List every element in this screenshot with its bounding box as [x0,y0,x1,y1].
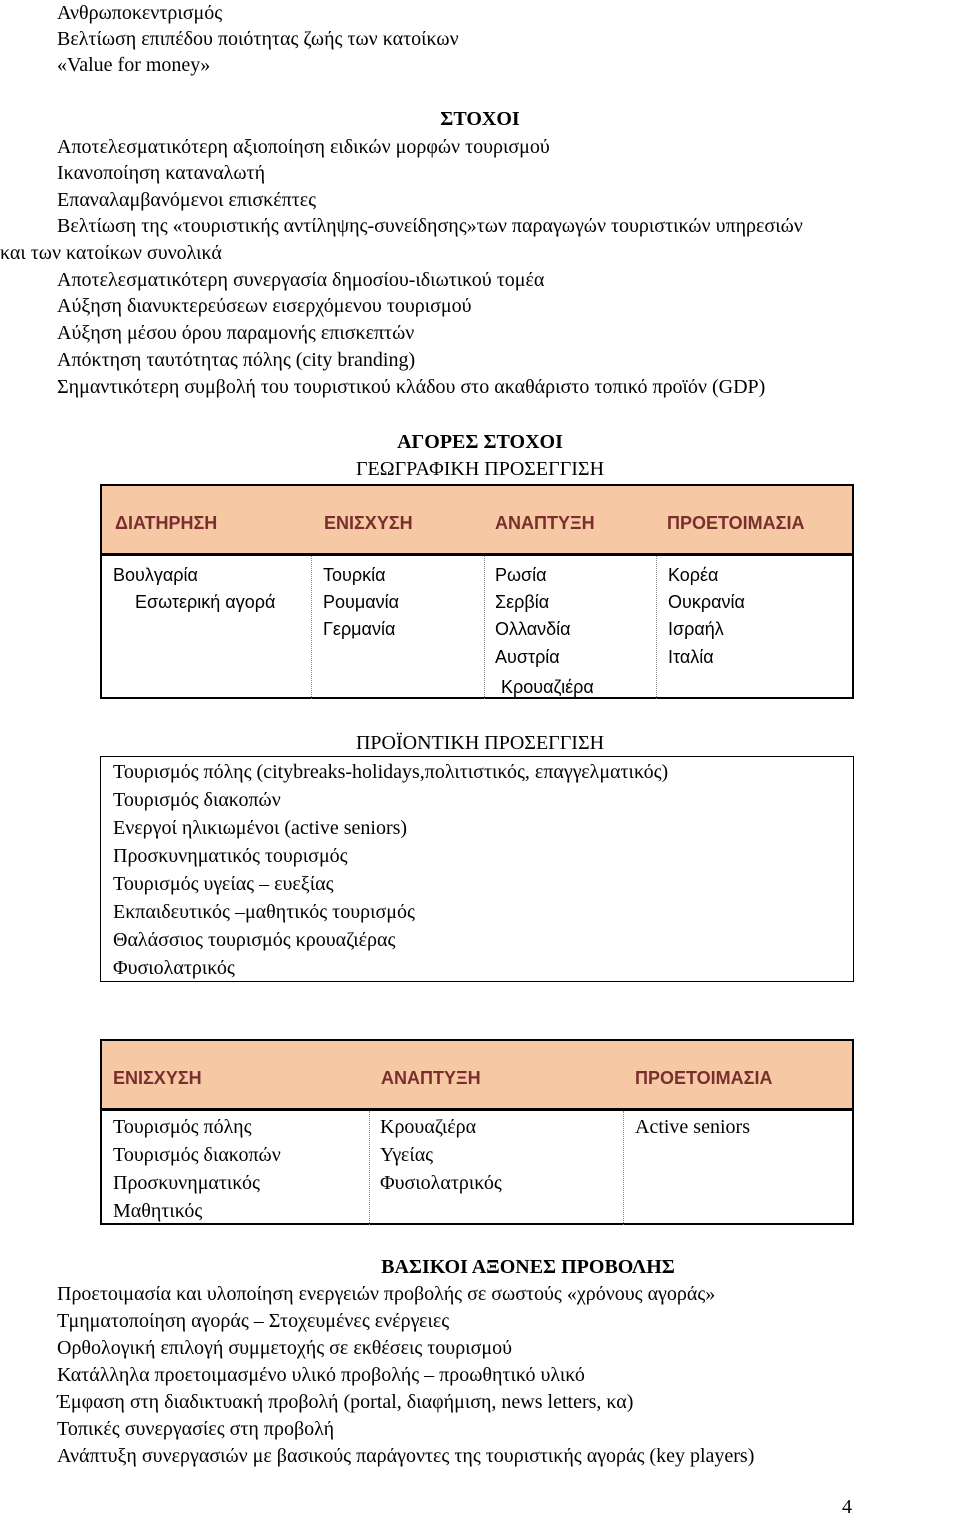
promotion-heading: ΒΑΣΙΚΟΙ ΑΞΟΝΕΣ ΠΡΟΒΟΛΗΣ [381,1256,675,1278]
promotion-item: Κατάλληλα προετοιμασμένο υλικό προβολής – προωθητικό υλικό [57,1364,585,1386]
table-cell: Ουκρανία [668,592,745,612]
table-cell: Ολλανδία [495,619,571,639]
promotion-item: Τοπικές συνεργασίες στη προβολή [57,1418,335,1440]
intro-line-3: «Value for money» [57,54,211,76]
product-item: Ενεργοί ηλικιωμένοι (active seniors) [113,817,408,839]
product-item: Εκπαιδευτικός –μαθητικός τουρισμός [113,901,415,923]
goal-item: Σημαντικότερη συμβολή του τουριστικού κλάδου στο ακαθάριστο τοπικό προϊόν (GDP) [57,376,766,398]
table-cell: Σερβία [495,592,550,612]
promotion-item: Ορθολογική επιλογή συμμετοχής σε εκθέσεις τουρισμού [57,1337,512,1359]
goal-item-continuation: και των κατοίκων συνολικά [0,242,222,264]
goal-item: Βελτίωση της «τουριστικής αντίληψης-συνείδησης»των παραγωγών τουριστικών υπηρεσιών [57,215,803,237]
markets-heading: ΑΓΟΡΕΣ ΣΤΟΧΟΙ [397,431,563,453]
page-number: 4 [842,1496,852,1518]
table-cell: Ρουμανία [323,592,400,612]
table-cell: Κορέα [668,565,719,585]
promotion-item: Ανάπτυξη συνεργασιών με βασικούς παράγοντες της τουριστικής αγοράς (key players) [57,1445,755,1467]
table-cell: Active seniors [635,1116,750,1138]
table-cell: Ιταλία [668,647,714,667]
column-header: ΑΝΑΠΤΥΞΗ [381,1068,481,1088]
product-item: Τουρισμός υγείας – ευεξίας [113,873,334,895]
column-header: ΔΙΑΤΗΡΗΣΗ [115,513,218,533]
goal-item: Αποτελεσματικότερη αξιοποίηση ειδικών μορφών τουρισμού [57,136,550,158]
markets-subheading: ΓΕΩΓΡΑΦΙΚΗ ΠΡΟΣΕΓΓΙΣΗ [355,458,605,480]
column-divider [484,556,485,699]
column-divider [656,556,657,699]
product-table [100,1039,854,1225]
goal-item: Επαναλαμβανόμενοι επισκέπτες [57,189,317,211]
column-header: ΠΡΟΕΤΟΙΜΑΣΙΑ [635,1068,773,1088]
product-item: Προσκυνηματικός τουρισμός [113,845,348,867]
column-header: ΕΝΙΣΧΥΣΗ [324,513,413,533]
column-header: ΕΝΙΣΧΥΣΗ [113,1068,202,1088]
column-divider [311,556,312,699]
table-cell: Αυστρία [495,647,560,667]
intro-line-1: Ανθρωποκεντρισμός [57,2,223,24]
goal-item: Αποτελεσματικότερη συνεργασία δημοσίου-ιδιωτικού τομέα [57,269,545,291]
table-cell: Φυσιολατρικός [380,1172,502,1194]
table-cell: Κρουαζιέρα [501,677,594,697]
intro-line-2: Βελτίωση επιπέδου ποιότητας ζωής των κατοίκων [57,28,459,50]
column-divider [623,1111,624,1225]
product-heading: ΠΡΟΪΟΝΤΙΚΗ ΠΡΟΣΕΓΓΙΣΗ [355,732,605,754]
table-cell: Εσωτερική αγορά [135,592,276,612]
column-header: ΑΝΑΠΤΥΞΗ [495,513,595,533]
table-cell: Βουλγαρία [113,565,198,585]
goal-item: Αύξηση διανυκτερεύσεων εισερχόμενου τουρισμού [57,295,472,317]
table-cell: Τουρισμός διακοπών [113,1144,281,1166]
table-cell: Ισραήλ [668,619,724,639]
product-item: Τουρισμός διακοπών [113,789,281,811]
table-cell: Ρωσία [495,565,547,585]
table-cell: Τουρκία [323,565,386,585]
promotion-item: Προετοιμασία και υλοποίηση ενεργειών προβολής σε σωστούς «χρόνους αγοράς» [57,1283,716,1305]
table-cell: Γερμανία [323,619,396,639]
geographic-table-header [102,486,852,556]
promotion-item: Τμηματοποίηση αγοράς – Στοχευμένες ενέργειες [57,1310,450,1332]
column-header: ΠΡΟΕΤΟΙΜΑΣΙΑ [667,513,805,533]
goal-item: Απόκτηση ταυτότητας πόλης (city branding) [57,349,416,371]
table-cell: Μαθητικός [113,1200,203,1222]
product-item: Φυσιολατρικός [113,957,235,979]
table-cell: Προσκυνηματικός [113,1172,260,1194]
product-item: Θαλάσσιος τουρισμός κρουαζιέρας [113,929,396,951]
goals-heading: ΣΤΟΧΟΙ [440,108,520,130]
product-table-header [102,1041,852,1111]
column-divider [369,1111,370,1225]
table-cell: Τουρισμός πόλης [113,1116,252,1138]
table-cell: Κρουαζιέρα [380,1116,477,1138]
product-box [100,756,854,982]
product-item: Τουρισμός πόλης (citybreaks-holidays,πολιτιστικός, επαγγελματικός) [113,761,669,783]
geographic-table [100,484,854,699]
promotion-item: Έμφαση στη διαδικτυακή προβολή (portal, διαφήμιση, news letters, κα) [57,1391,634,1413]
goal-item: Αύξηση μέσου όρου παραμονής επισκεπτών [57,322,415,344]
goal-item: Ικανοποίηση καταναλωτή [57,162,266,184]
table-cell: Υγείας [380,1144,434,1166]
